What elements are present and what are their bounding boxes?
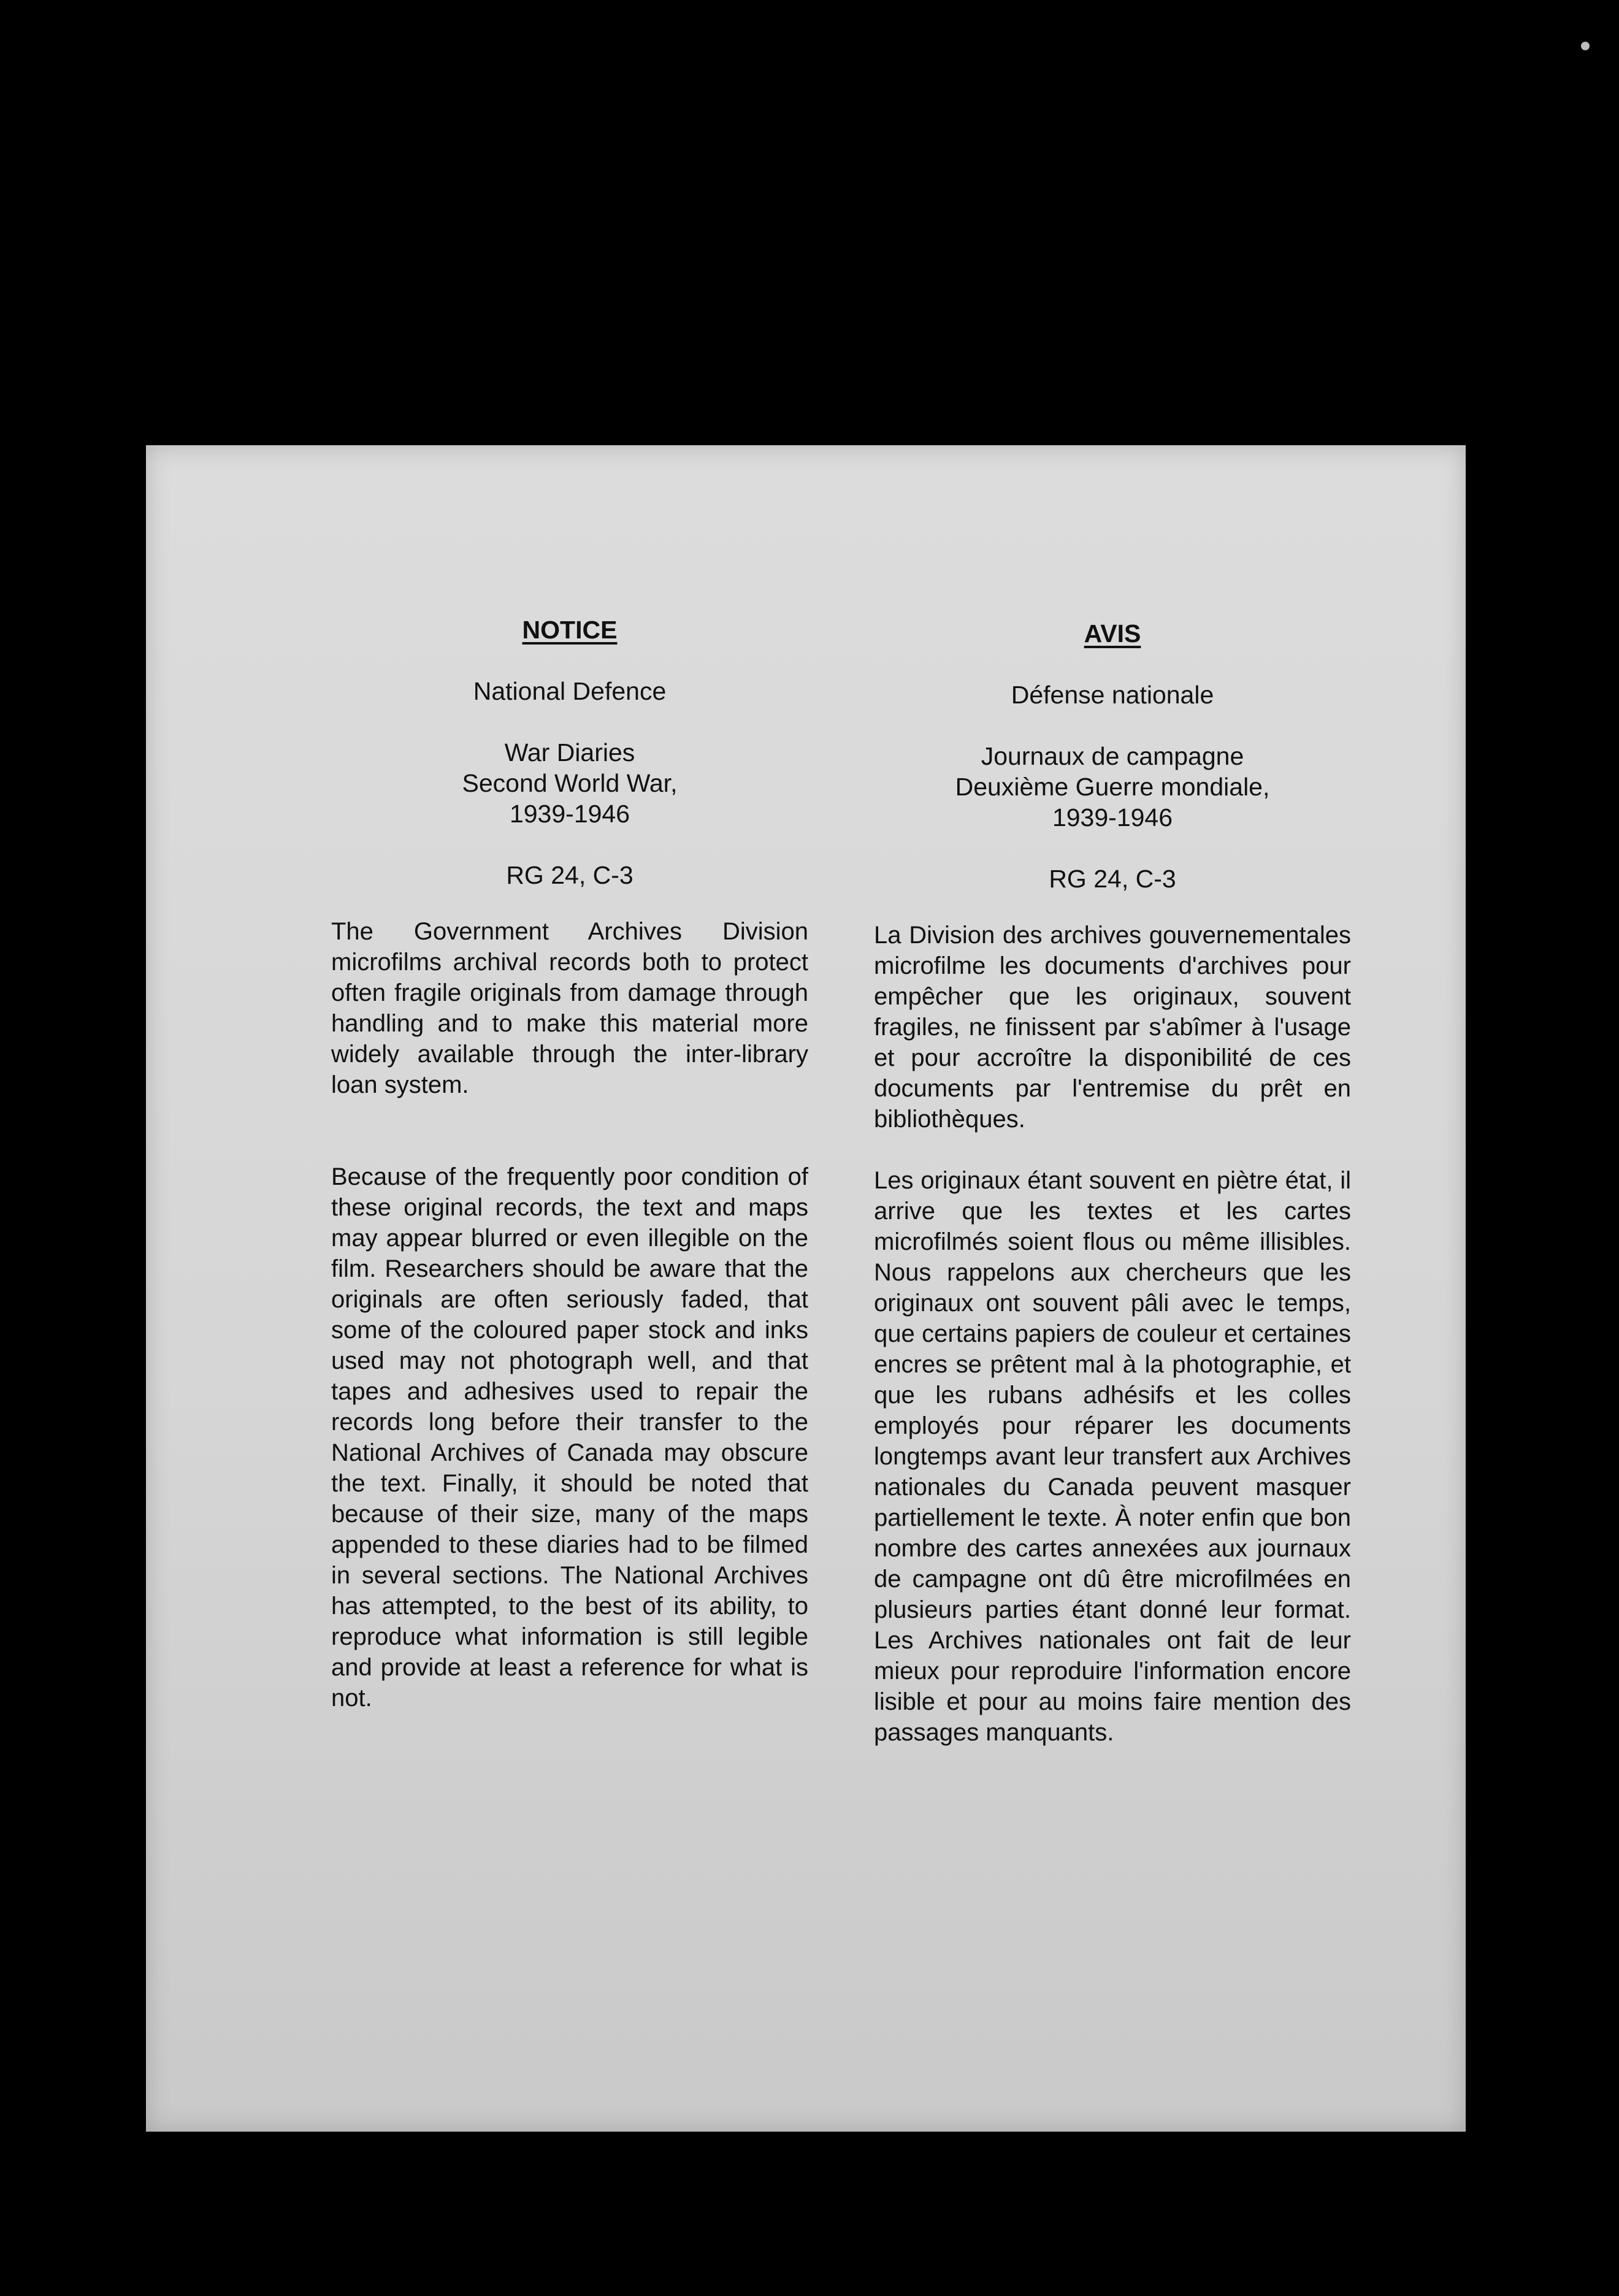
series-title <box>331 737 808 829</box>
condition-paragraph-fr: Les originaux étant souvent en piètre état, il arrive que les textes et les cartes microfilmés soient flous ou même illisibles. Nous rappelons aux chercheurs que les originaux ont souvent pâli avec le temps, que certains papiers de couleur et certaines encres se prêtent mal à la photographie, et que les rubans adhésifs et les colles employés pour réparer les documents longtemps avant leur transfert aux Archives nationales du Canada peuvent masquer partiellement le texte. À noter enfin que bon nombre des cartes annexées aux journaux de campagne ont dû être microfilmées en plusieurs parties étant donné leur format. Les Archives nationales ont fait de leur mieux pour reproduire l'information encore lisible et pour au moins faire mention des passages manquants. <box>874 1167 1351 1746</box>
department-name: National Defence <box>473 677 667 705</box>
series-line-fr: Journaux de campagne <box>981 742 1244 770</box>
intro-paragraph: The Government Archives Division microfilms archival records both to protect often fragile originals from damage through handling and to make this material more widely available through the inter-library loan system. <box>331 918 808 1098</box>
intro-paragraph-fr: La Division des archives gouvernementales microfilme les documents d'archives pour empêcher que les originaux, souvent fragiles, ne finissent par s'abîmer à l'usage et pour accroître la disponibilité de ces documents par l'entremise du prêt en bibliothèques. <box>874 922 1351 1133</box>
record-group-reference: RG 24, C-3 <box>506 861 633 889</box>
series-line: War Diaries <box>504 738 635 767</box>
notice-title: NOTICE <box>522 616 618 644</box>
department-name-fr: Défense nationale <box>1011 681 1214 709</box>
film-speck <box>1581 42 1590 50</box>
english-column <box>331 445 808 1713</box>
series-line-fr: 1939-1946 <box>1052 803 1173 832</box>
record-group-reference-fr: RG 24, C-3 <box>1049 865 1176 893</box>
series-line: 1939-1946 <box>509 800 630 828</box>
french-column <box>874 445 1351 1748</box>
french-heading-block <box>874 618 1351 894</box>
series-line: Second World War, <box>462 769 678 797</box>
series-title-fr <box>874 741 1351 833</box>
english-heading-block <box>331 614 808 890</box>
condition-paragraph: Because of the frequently poor condition of these original records, the text and maps may appear blurred or even illegible on the film. Researchers should be aware that the originals are often seriously faded, that some of the coloured paper stock and inks used may not photograph well, and that tapes and adhesives used to repair the records long before their transfer to the National Archives of Canada may obscure the text. Finally, it should be noted that because of their size, many of the maps appended to these diaries had to be filmed in several sections. The National Archives has attempted, to the best of its ability, to reproduce what information is still legible and provide at least a reference for what is not. <box>331 1163 808 1712</box>
notice-page <box>146 445 1466 2132</box>
series-line-fr: Deuxième Guerre mondiale, <box>955 773 1270 801</box>
avis-title: AVIS <box>1084 619 1141 648</box>
